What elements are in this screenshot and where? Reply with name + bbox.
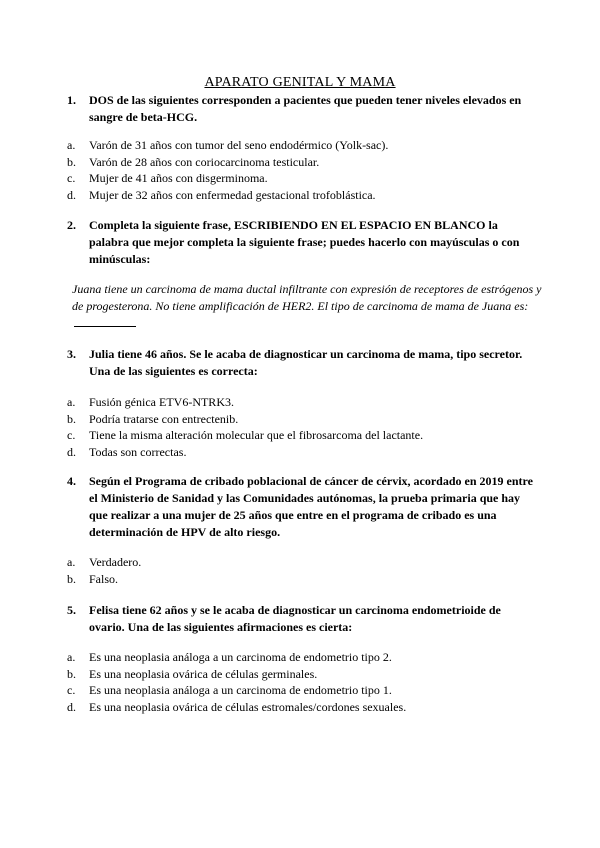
- question-2-scenario: [72, 281, 548, 332]
- question-1: [67, 92, 539, 126]
- option-5b[interactable]: [67, 666, 549, 683]
- option-letter: b.: [67, 154, 76, 169]
- option-4a[interactable]: [67, 554, 549, 571]
- options-list-1: [67, 137, 549, 203]
- option-text: Podría tratarse con entrectenib.: [89, 411, 239, 426]
- option-3a[interactable]: [67, 394, 549, 411]
- question-text: Completa la siguiente frase, ESCRIBIENDO EN EL ESPACIO EN BLANCO la palabra que mejor completa la siguiente frase; puedes hacerlo con mayúsculas o con minúsculas:: [89, 218, 520, 266]
- option-letter: b.: [67, 571, 76, 586]
- question-text: Felisa tiene 62 años y se le acaba de diagnosticar un carcinoma endometrioide de ovario. Una de las siguientes afirmaciones es cierta:: [89, 603, 501, 634]
- option-letter: a.: [67, 395, 76, 409]
- options-list-3: [67, 394, 549, 460]
- option-1c[interactable]: [67, 170, 549, 187]
- option-text: Mujer de 41 años con disgerminoma.: [89, 171, 268, 185]
- option-text: Falso.: [89, 571, 119, 586]
- option-letter: c.: [67, 683, 76, 697]
- question-number: 1.: [67, 93, 76, 107]
- option-5a[interactable]: [67, 649, 549, 666]
- options-list-5: [67, 649, 549, 715]
- option-text: Varón de 31 años con tumor del seno endodérmico (Yolk-sac).: [89, 138, 389, 152]
- option-3b[interactable]: [67, 411, 549, 428]
- option-1a[interactable]: [67, 137, 549, 154]
- option-1b[interactable]: [67, 154, 549, 171]
- option-4b[interactable]: [67, 571, 549, 588]
- question-number: 2.: [67, 218, 76, 232]
- option-5c[interactable]: [67, 682, 549, 699]
- options-list-4: [67, 554, 549, 587]
- option-letter: d.: [67, 187, 76, 202]
- question-5: [67, 602, 539, 636]
- option-3c[interactable]: [67, 427, 549, 444]
- option-text: Es una neoplasia análoga a un carcinoma de endometrio tipo 2.: [89, 650, 392, 664]
- option-letter: b.: [67, 666, 76, 681]
- option-5d[interactable]: [67, 699, 549, 716]
- option-text: Fusión génica ETV6-NTRK3.: [89, 395, 234, 409]
- option-text: Es una neoplasia ovárica de células germinales.: [89, 666, 318, 681]
- option-text: Todas son correctas.: [89, 444, 187, 459]
- question-2: [67, 217, 539, 268]
- option-text: Tiene la misma alteración molecular que el fibrosarcoma del lactante.: [89, 428, 424, 442]
- option-letter: d.: [67, 699, 76, 714]
- option-letter: c.: [67, 428, 76, 442]
- question-number: 4.: [67, 474, 76, 488]
- option-letter: a.: [67, 138, 76, 152]
- scenario-text: Juana tiene un carcinoma de mama ductal infiltrante con expresión de receptores de estrógenos y de progesterona. No tiene amplificación de HER2. El tipo de carcinoma de mama de Juana es:: [72, 282, 542, 313]
- question-text: Julia tiene 46 años. Se le acaba de diagnosticar un carcinoma de mama, tipo secretor. Una de las siguientes es correcta:: [89, 347, 523, 378]
- option-letter: a.: [67, 650, 76, 664]
- question-number: 5.: [67, 603, 76, 617]
- option-1d[interactable]: [67, 187, 549, 204]
- option-text: Mujer de 32 años con enfermedad gestacional trofoblástica.: [89, 187, 376, 202]
- option-text: Es una neoplasia análoga a un carcinoma de endometrio tipo 1.: [89, 683, 392, 697]
- question-4: [67, 473, 539, 541]
- option-letter: c.: [67, 171, 76, 185]
- question-text: Según el Programa de cribado poblacional de cáncer de cérvix, acordado en 2019 entre el Ministerio de Sanidad y las Comunidades autónomas, la prueba primaria que hay que realizar a una mujer de 25 años que entre en el programa de cribado es una determinación de HPV de alto riesgo.: [89, 474, 533, 539]
- option-text: Es una neoplasia ovárica de células estromales/cordones sexuales.: [89, 699, 407, 714]
- option-letter: d.: [67, 444, 76, 459]
- answer-blank[interactable]: [74, 315, 136, 327]
- option-letter: b.: [67, 411, 76, 426]
- question-3: [67, 346, 539, 380]
- question-text: DOS de las siguientes corresponden a pacientes que pueden tener niveles elevados en sangre de beta-HCG.: [89, 93, 522, 124]
- question-number: 3.: [67, 347, 76, 361]
- option-letter: a.: [67, 555, 76, 569]
- option-text: Verdadero.: [89, 555, 142, 569]
- option-3d[interactable]: [67, 444, 549, 461]
- option-text: Varón de 28 años con coriocarcinoma testicular.: [89, 154, 320, 169]
- document-title: APARATO GENITAL Y MAMA: [204, 75, 396, 90]
